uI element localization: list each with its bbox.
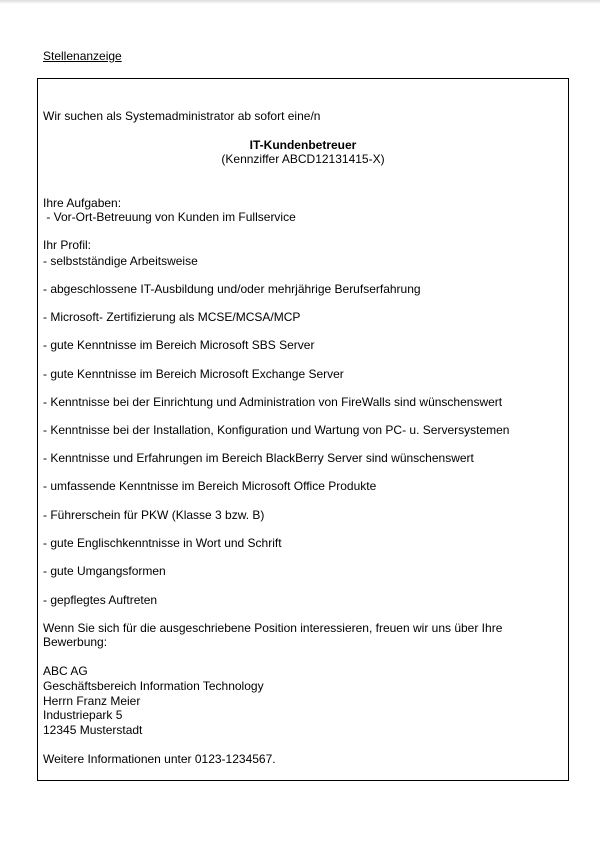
contact-company: ABC AG [43,664,88,678]
profile-item: - Führerschein für PKW (Klasse 3 bzw. B) [43,508,265,522]
profile-label: Ihr Profil: [43,238,92,252]
contact-street: Industriepark 5 [43,708,123,722]
intro-text: Wir suchen als Systemadministrator ab sofort eine/n [43,109,321,123]
profile-item: - Microsoft- Zertifizierung als MCSE/MCSA/MCP [43,310,301,324]
page-title: Stellenanzeige [43,49,122,63]
contact-department: Geschäftsbereich Information Technology [43,679,264,693]
closing-text-line1: Wenn Sie sich für die ausgeschriebene Position interessieren, freuen wir uns über Ihre [43,621,503,635]
profile-item: - gute Kenntnisse im Bereich Microsoft Exchange Server [43,367,344,381]
profile-item: - gute Umgangsformen [43,564,166,578]
info-text: Weitere Informationen unter 0123-1234567. [43,752,276,766]
contact-city: 12345 Musterstadt [43,723,143,737]
closing-text-line2: Bewerbung: [43,635,108,649]
profile-item: - umfassende Kenntnisse im Bereich Microsoft Office Produkte [43,479,377,493]
profile-item: - selbstständige Arbeitsweise [43,254,198,268]
position-reference: (Kennziffer ABCD12131415-X) [221,152,385,166]
profile-item: - gute Englischkenntnisse in Wort und Schrift [43,536,282,550]
profile-item: - Kenntnisse bei der Installation, Konfiguration und Wartung von PC- u. Serversystemen [43,423,510,437]
position-title: IT-Kundenbetreuer [249,138,357,152]
profile-item: - gepflegtes Auftreten [43,593,158,607]
profile-item: - abgeschlossene IT-Ausbildung und/oder mehrjährige Berufserfahrung [43,282,421,296]
profile-item: - Kenntnisse und Erfahrungen im Bereich BlackBerry Server sind wünschenswert [43,451,474,465]
profile-item: - Kenntnisse bei der Einrichtung und Administration von FireWalls sind wünschenswert [43,395,503,409]
top-shadow [0,0,600,4]
profile-item: - gute Kenntnisse im Bereich Microsoft SBS Server [43,338,315,352]
task-item: - Vor-Ort-Betreuung von Kunden im Fullservice [43,210,296,224]
tasks-label: Ihre Aufgaben: [43,196,122,210]
contact-person: Herrn Franz Meier [43,694,141,708]
